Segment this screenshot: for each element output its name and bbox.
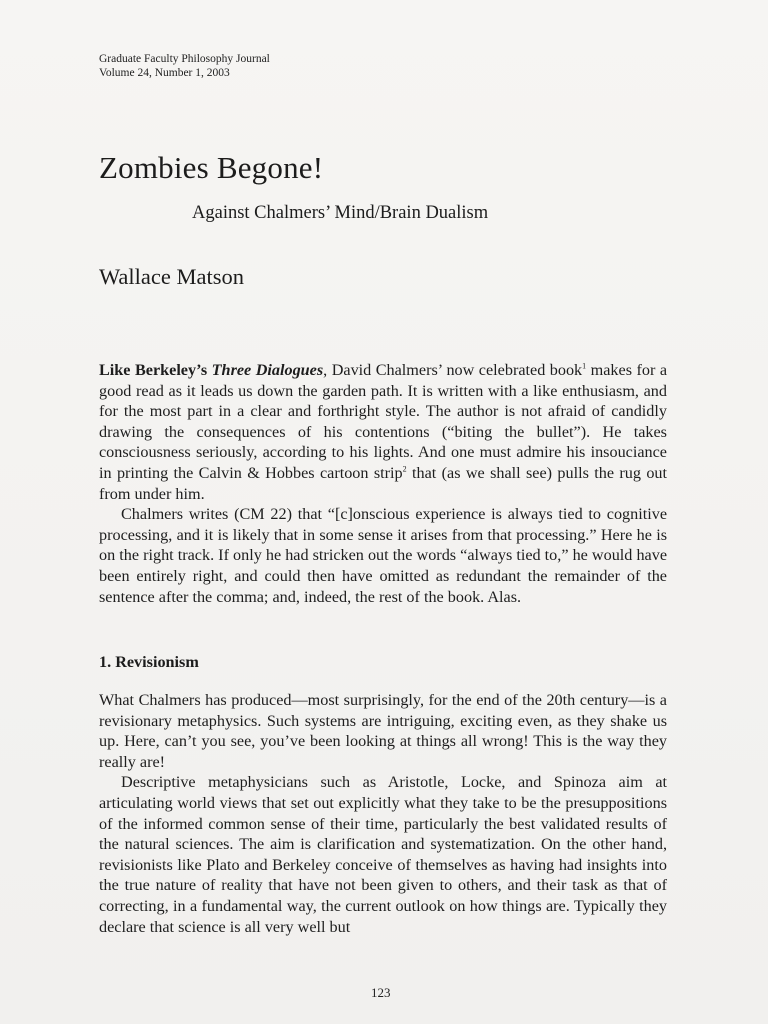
revisionism-paragraph-1: What Chalmers has produced—most surprisingly, for the end of the 20th century—is a revisionary metaphysics. Such systems are intriguing, exciting even, as they shake us up. Here, can’t you see, you’ve been looking at things all wrong! This is the way they really are! xyxy=(99,691,667,771)
section-heading: 1. Revisionism xyxy=(99,653,199,671)
journal-volume: Volume 24, Number 1, 2003 xyxy=(99,67,230,79)
journal-name: Graduate Faculty Philosophy Journal xyxy=(99,53,270,65)
page-number: 123 xyxy=(371,985,391,1000)
intro-paragraph-1 xyxy=(99,360,667,504)
journal-header xyxy=(99,52,270,80)
revisionism-paragraph-2: Descriptive metaphysicians such as Aristotle, Locke, and Spinoza aim at articulating world views that set out explicitly what they take to be the presuppositions of the informed common sense of their time, particularly the best validated results of the natural sciences. The aim is clarification and systematization. On the other hand, revisionists like Plato and Berkeley conceive of themselves as having had insights into the true nature of reality that have not been given to others, and their task as that of correcting, in a fundamental way, the current outlook on how things are. Typically they declare that science is all very well but xyxy=(99,773,667,936)
intro-text-part2: makes for a good read as it leads us down the garden path. It is written with a like enthusiasm, and for the most part in a clear and forthright style. The author is not afraid of candidly drawing the consequences of his contentions (“biting the bullet”). He takes consciousness seriously, according to his lights. And one must admire his insouciance in printing the Calvin & Hobbes cartoon strip xyxy=(99,361,668,482)
lead-in-work-title: Three Dialogues xyxy=(211,361,324,379)
intro-paragraph-2: Chalmers writes (CM 22) that “[c]onscious experience is always tied to cognitive processing, and it is likely that in some sense it arises from that processing.” Here he is on the right track. If only he had stricken out the words “always tied to,” he would have been entirely right, and could then have omitted as redundant the remainder of the sentence after the comma; and, indeed, the rest of the book. Alas. xyxy=(99,505,667,606)
article-subtitle: Against Chalmers’ Mind/Brain Dualism xyxy=(192,203,489,223)
article-author: Wallace Matson xyxy=(99,264,245,289)
intro-text-part1: , David Chalmers’ now celebrated book xyxy=(323,361,583,379)
intro-section xyxy=(99,360,667,607)
revisionism-section xyxy=(99,690,667,937)
intro-text-part3: that (as we shall see) pulls the rug out from under him. xyxy=(99,463,667,503)
footnote-marker-2: 2 xyxy=(402,464,407,474)
footnote-marker-1: 1 xyxy=(582,361,587,371)
lead-in: Like Berkeley’s xyxy=(99,361,212,379)
article-title: Zombies Begone! xyxy=(99,150,324,185)
